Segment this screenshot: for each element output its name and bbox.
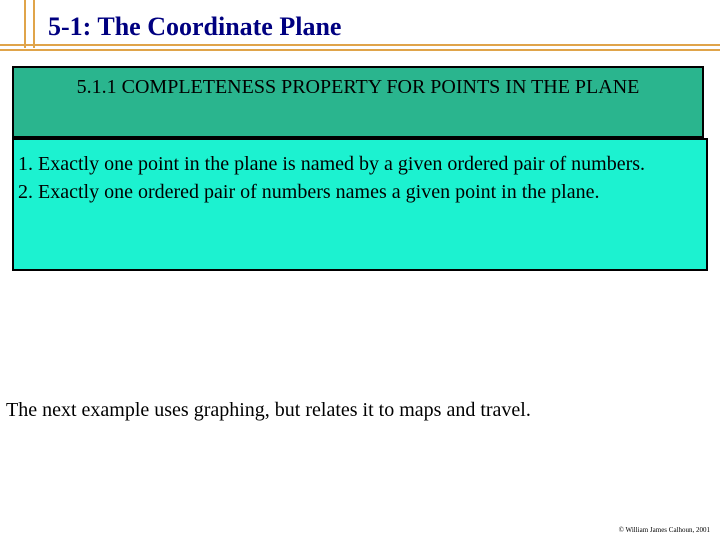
property-item-2: 2. Exactly one ordered pair of numbers names a given point in the plane. [18, 181, 600, 203]
decorative-horizontal-rule [0, 49, 720, 51]
property-heading: 5.1.1 COMPLETENESS PROPERTY FOR POINTS IN THE PLANE [12, 66, 704, 138]
decorative-horizontal-rule [0, 44, 720, 46]
slide-title: 5-1: The Coordinate Plane [48, 12, 342, 41]
next-example-note: The next example uses graphing, but relates it to maps and travel. [6, 399, 531, 421]
copyright-notice: © William James Calhoun, 2001 [618, 526, 710, 534]
property-body [12, 138, 708, 271]
decorative-vertical-rule [33, 0, 35, 48]
property-item-1: 1. Exactly one point in the plane is named by a given ordered pair of numbers. [18, 153, 646, 175]
decorative-vertical-rule [24, 0, 26, 48]
